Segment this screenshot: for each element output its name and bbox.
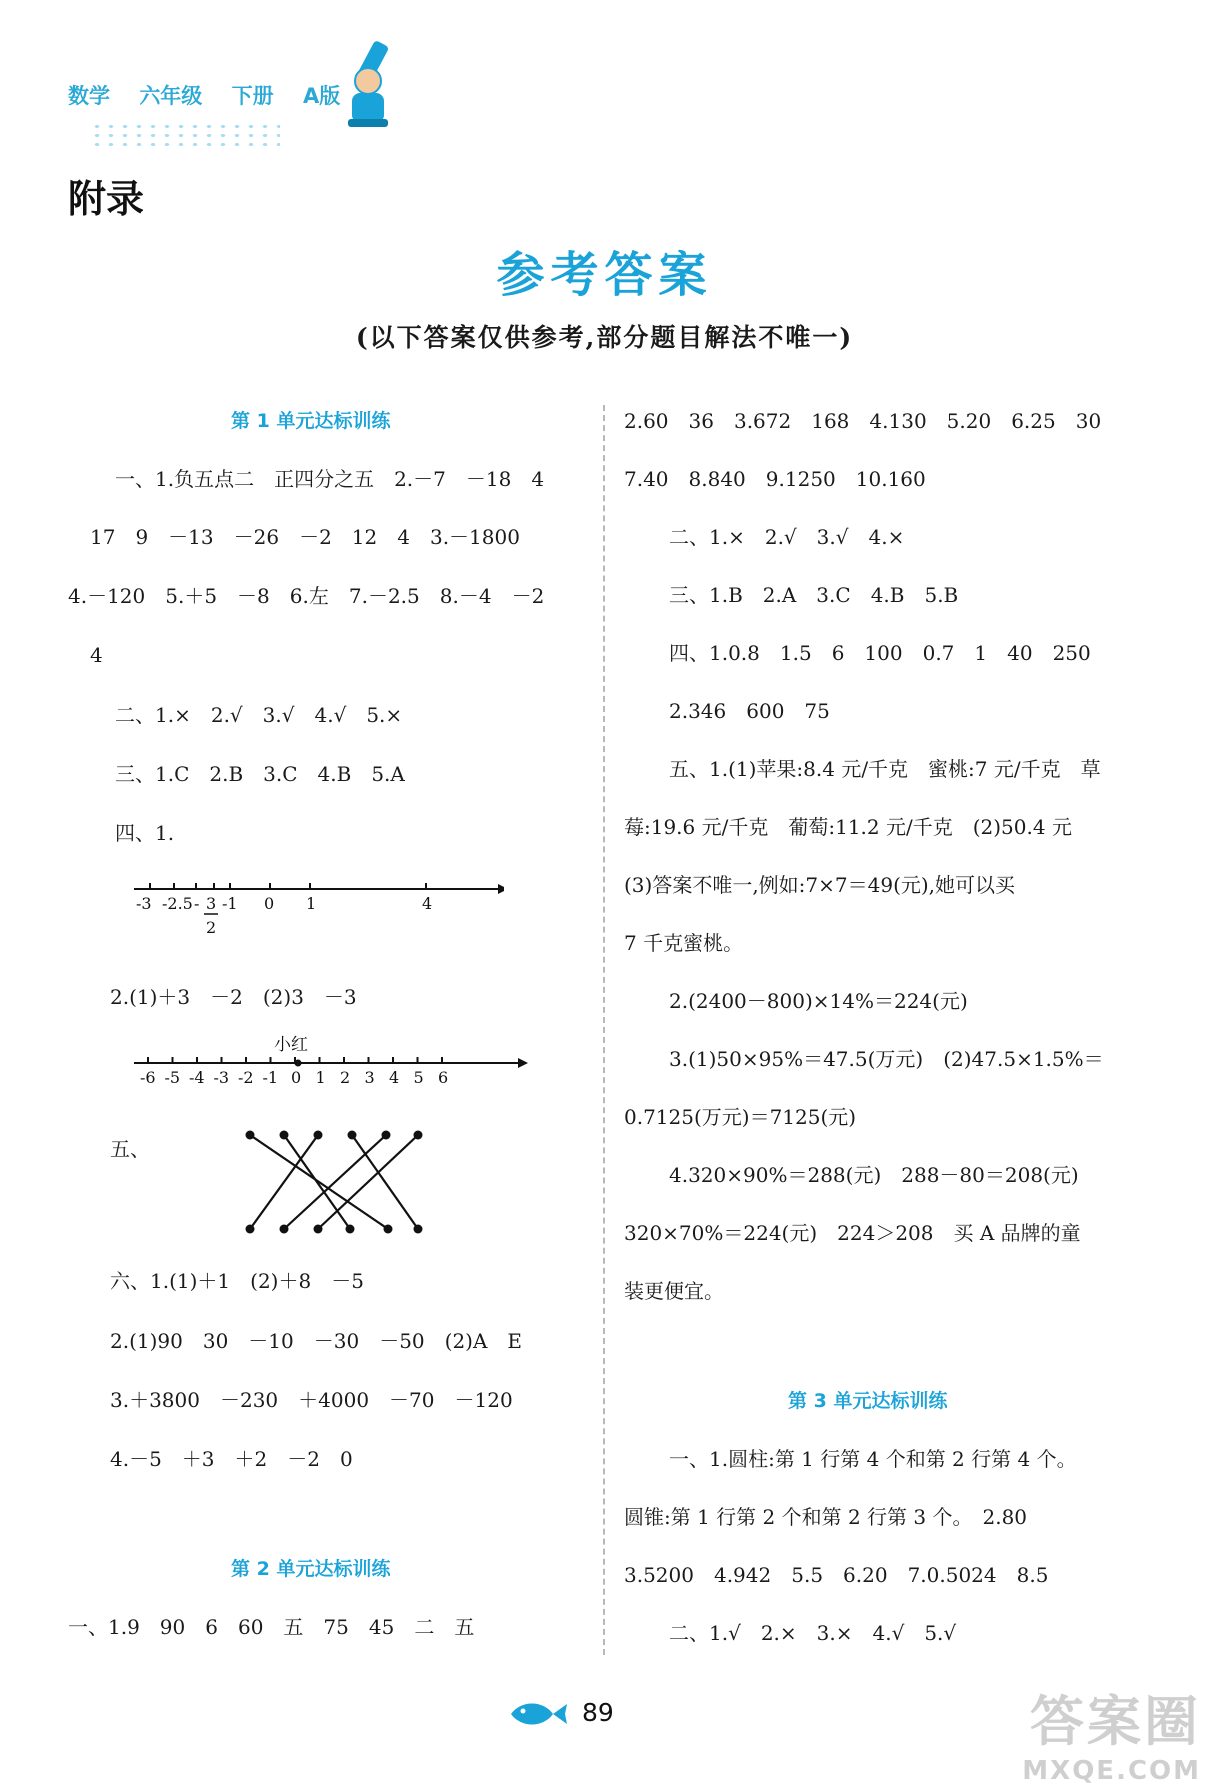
answer-line: 7.40 8.840 9.1250 10.160 <box>624 467 926 491</box>
answer-line: 莓:19.6 元/千克 葡萄:11.2 元/千克 (2)50.4 元 <box>624 815 1072 839</box>
answer-line: 一、1.圆柱:第 1 行第 4 个和第 2 行第 4 个。 <box>669 1447 1077 1471</box>
answer-line: 装更便宜。 <box>624 1279 724 1303</box>
answer-line: 7 千克蜜桃。 <box>624 931 744 955</box>
answer-line: 圆锥:第 1 行第 2 个和第 2 行第 3 个。 2.80 <box>624 1505 1028 1529</box>
subject: 数学 <box>68 84 110 108</box>
column-divider <box>603 405 605 1655</box>
section-title-unit1: 第 1 单元达标训练 <box>231 410 391 432</box>
nl1-label: 0 <box>264 894 275 913</box>
nl2-marker-label: 小红 <box>274 1035 308 1055</box>
answer-line: 0.7125(万元)＝7125(元) <box>624 1105 857 1129</box>
pencil-mascot-icon <box>330 35 410 130</box>
watermark-url: MXQE.COM <box>1022 1756 1201 1786</box>
answer-line: (3)答案不唯一,例如:7×7＝49(元),她可以买 <box>624 873 1016 897</box>
nl2-tick-label: -4 <box>189 1068 205 1087</box>
nl2-tick-label: -2 <box>238 1068 254 1087</box>
answer-line: 2.(1)90 30 －10 －30 －50 (2)A E <box>110 1329 523 1353</box>
answer-line: 4.－5 ＋3 ＋2 －2 0 <box>110 1447 353 1471</box>
answer-line: 一、1.负五点二 正四分之五 2.－7 －18 4 <box>115 467 545 491</box>
nl1-label: 4 <box>422 894 433 913</box>
answer-line: 一、1.9 90 6 60 五 75 45 二 五 <box>68 1615 475 1639</box>
edition: A版 <box>302 84 341 108</box>
answer-line: 2.(1)＋3 －2 (2)3 －3 <box>110 985 357 1009</box>
answer-line: 三、1.B 2.A 3.C 4.B 5.B <box>669 583 959 607</box>
watermark-title: 答案圈 <box>1030 1690 1201 1753</box>
watermark <box>1022 1679 1201 1786</box>
answer-line: 3.5200 4.942 5.5 6.20 7.0.5024 8.5 <box>624 1563 1049 1587</box>
book-header <box>68 80 362 110</box>
grade: 六年级 <box>139 84 203 108</box>
answer-line: 三、1.C 2.B 3.C 4.B 5.A <box>115 762 405 786</box>
answer-line: 六、1.(1)＋1 (2)＋8 －5 <box>110 1269 364 1293</box>
nl1-label: 3 <box>206 894 217 913</box>
nl2-tick-label: 3 <box>364 1068 375 1087</box>
nl2-tick-label: 4 <box>389 1068 400 1087</box>
decorative-dots <box>90 122 280 152</box>
nl2-tick-label: 6 <box>438 1068 449 1087</box>
answer-line: 四、1.0.8 1.5 6 100 0.7 1 40 250 <box>669 641 1091 665</box>
nl2-tick-label: -5 <box>164 1068 181 1087</box>
nl1-label: - <box>194 894 200 913</box>
section-title-unit3: 第 3 单元达标训练 <box>788 1390 948 1412</box>
answer-line: 四、1. <box>115 821 175 845</box>
page-title: 参考答案 <box>496 247 713 303</box>
section-title-unit2: 第 2 单元达标训练 <box>231 1558 391 1580</box>
nl1-label: -2.5 <box>162 894 193 913</box>
answer-line: 17 9 －13 －26 －2 12 4 3.－1800 <box>90 525 520 549</box>
answer-line: 4.－120 5.＋5 －8 6.左 7.－2.5 8.－4 －2 <box>68 584 545 608</box>
nl2-tick-label: 5 <box>413 1068 424 1087</box>
nl1-label: -1 <box>222 894 238 913</box>
nl2-tick-label: -3 <box>213 1068 230 1087</box>
nl2-tick-label: 1 <box>315 1068 326 1087</box>
answer-line: 二、1.× 2.√ 3.√ 4.√ 5.× <box>115 703 403 727</box>
volume: 下册 <box>231 84 274 108</box>
nl1-label: 2 <box>206 918 217 937</box>
number-line-1 <box>134 873 504 943</box>
answer-line: 2.60 36 3.672 168 4.130 5.20 6.25 30 <box>624 409 1102 433</box>
answer-line: 五、1.(1)苹果:8.4 元/千克 蜜桃:7 元/千克 草 <box>669 757 1101 781</box>
answer-line: 2.346 600 75 <box>669 699 830 723</box>
nl2-tick-label: -6 <box>140 1068 156 1087</box>
answer-line: 4 <box>90 643 103 667</box>
answer-note: (以下答案仅供参考,部分题目解法不唯一) <box>355 323 854 352</box>
appendix-heading: 附录 <box>68 177 145 221</box>
number-line-2 <box>134 1033 534 1089</box>
fish-icon <box>507 1696 571 1732</box>
page-number: 89 <box>582 1698 614 1727</box>
answer-line: 3.(1)50×95%＝47.5(万元) (2)47.5×1.5%＝ <box>669 1047 1104 1071</box>
nl2-tick-label: -1 <box>262 1068 279 1087</box>
answer-line: 五、 <box>110 1137 150 1161</box>
answer-line: 320×70%＝224(元) 224＞208 买 A 品牌的童 <box>624 1221 1081 1245</box>
nl2-tick-label: 2 <box>340 1068 351 1087</box>
answer-line: 2.(2400－800)×14%＝224(元) <box>669 989 968 1013</box>
nl1-label: -3 <box>136 894 152 913</box>
answer-line: 3.＋3800 －230 ＋4000 －70 －120 <box>110 1388 513 1412</box>
answer-line: 二、1.× 2.√ 3.√ 4.× <box>669 525 905 549</box>
nl2-tick-label: 0 <box>291 1068 302 1087</box>
answer-line: 二、1.√ 2.× 3.× 4.√ 5.√ <box>669 1621 957 1645</box>
nl1-label: 1 <box>306 894 317 913</box>
answer-line: 4.320×90%＝288(元) 288－80＝208(元) <box>669 1163 1079 1187</box>
matching-diagram <box>238 1125 478 1243</box>
